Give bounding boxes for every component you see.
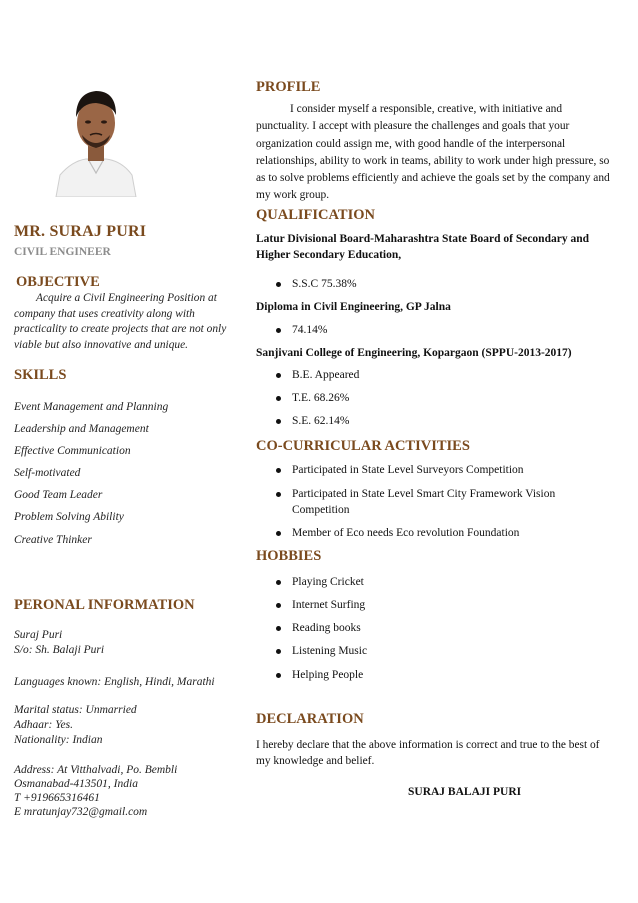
- job-title: CIVIL ENGINEER: [14, 246, 111, 258]
- personal-name: Suraj Puri: [14, 629, 63, 641]
- skill-item: Event Management and Planning: [14, 401, 169, 413]
- bullet-icon: [276, 673, 281, 678]
- list-item-text: Reading books: [292, 622, 361, 634]
- bullet-icon: [276, 580, 281, 585]
- list-item-text: T.E. 68.26%: [292, 392, 350, 404]
- qualification-diploma: Diploma in Civil Engineering, GP Jalna: [256, 301, 451, 313]
- personal-father: S/o: Sh. Balaji Puri: [14, 644, 105, 656]
- bullet-icon: [276, 419, 281, 424]
- list-item-text: Participated in State Level Smart City Framework Vision Competition: [292, 488, 556, 516]
- personal-address-line1: Address: At Vitthalvadi, Po. Bembli: [14, 764, 178, 776]
- profile-text: I consider myself a responsible, creative, with initiative and punctuality. I accept with pleasure the challenges and goals that your organization could assign me, with good handle of the interpersonal relationships, ability to work in teams, ability to work under high pressure, so as to solve problems efficiently and achieve the goals set by the company and my work group.: [256, 103, 610, 202]
- objective-heading: OBJECTIVE: [16, 274, 100, 290]
- objective-text: Acquire a Civil Engineering Position at company that uses creativity along with practicality to create projects that are not only viable but also innovative and unique.: [14, 292, 227, 351]
- list-item: [276, 597, 616, 613]
- list-item-text: Helping People: [292, 669, 364, 681]
- list-item: [276, 486, 606, 518]
- list-item: [276, 574, 616, 590]
- skills-heading: SKILLS: [14, 367, 67, 383]
- list-item: [276, 390, 616, 406]
- bullet-icon: [276, 396, 281, 401]
- bullet-icon: [276, 328, 281, 333]
- list-item: [276, 276, 616, 292]
- personal-marital: Marital status: Unmarried: [14, 704, 137, 716]
- personal-info-heading: PERONAL INFORMATION: [14, 597, 195, 613]
- skill-item: Creative Thinker: [14, 534, 92, 546]
- personal-phone: T +919665316461: [14, 792, 100, 804]
- personal-address-line2: Osmanabad-413501, India: [14, 778, 138, 790]
- list-item-text: Playing Cricket: [292, 576, 364, 588]
- list-item: [276, 367, 616, 383]
- list-item-text: Participated in State Level Surveyors Competition: [292, 464, 524, 476]
- skill-item: Leadership and Management: [14, 423, 149, 435]
- personal-email: E mratunjay732@gmail.com: [14, 806, 148, 818]
- list-item: [276, 322, 616, 338]
- qualification-heading: QUALIFICATION: [256, 207, 375, 223]
- personal-adhaar: Adhaar: Yes.: [14, 719, 73, 731]
- list-item-text: S.S.C 75.38%: [292, 278, 357, 290]
- bullet-icon: [276, 468, 281, 473]
- personal-nationality: Nationality: Indian: [14, 734, 103, 746]
- list-item: [276, 667, 616, 683]
- personal-languages: Languages known: English, Hindi, Marathi: [14, 676, 215, 688]
- skill-item: Problem Solving Ability: [14, 511, 124, 523]
- profile-photo: [52, 75, 140, 197]
- person-photo-icon: [52, 75, 140, 197]
- list-item: [276, 525, 616, 541]
- qualification-board: Latur Divisional Board-Maharashtra State Board of Secondary and Higher Secondary Education,: [256, 233, 589, 261]
- profile-heading: PROFILE: [256, 79, 321, 95]
- list-item: [276, 620, 616, 636]
- skill-item: Effective Communication: [14, 445, 131, 457]
- list-item-text: Internet Surfing: [292, 599, 366, 611]
- skill-item: Self-motivated: [14, 467, 81, 479]
- list-item-text: 74.14%: [292, 324, 328, 336]
- list-item-text: Member of Eco needs Eco revolution Foundation: [292, 527, 520, 539]
- list-item: [276, 643, 616, 659]
- skill-item: Good Team Leader: [14, 489, 103, 501]
- signature-name: SURAJ BALAJI PURI: [408, 786, 522, 798]
- bullet-icon: [276, 531, 281, 536]
- cocurricular-heading: CO-CURRICULAR ACTIVITIES: [256, 438, 470, 454]
- list-item: [276, 462, 616, 478]
- declaration-text: I hereby declare that the above information is correct and true to the best of my knowledge and belief.: [256, 739, 600, 767]
- hobbies-heading: HOBBIES: [256, 548, 322, 564]
- bullet-icon: [276, 626, 281, 631]
- bullet-icon: [276, 603, 281, 608]
- declaration-heading: DECLARATION: [256, 711, 364, 727]
- list-item: [276, 413, 616, 429]
- bullet-icon: [276, 373, 281, 378]
- qualification-college: Sanjivani College of Engineering, Kopargaon (SPPU-2013-2017): [256, 347, 572, 359]
- candidate-name: MR. SURAJ PURI: [14, 223, 147, 240]
- bullet-icon: [276, 649, 281, 654]
- list-item-text: B.E. Appeared: [292, 369, 360, 381]
- bullet-icon: [276, 282, 281, 287]
- list-item-text: Listening Music: [292, 645, 368, 657]
- list-item-text: S.E. 62.14%: [292, 415, 350, 427]
- bullet-icon: [276, 492, 281, 497]
